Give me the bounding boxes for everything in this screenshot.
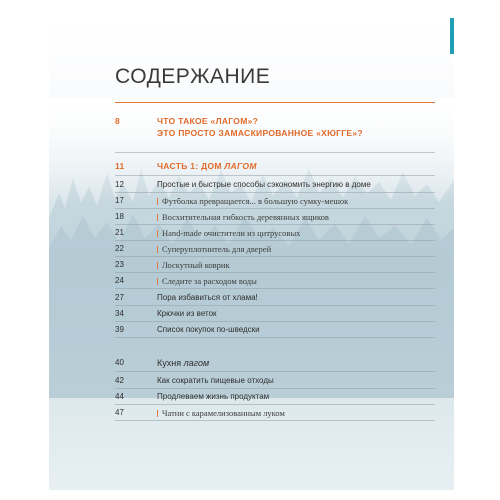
row-divider [115, 208, 435, 209]
toc-entry-title: Крючки из веток [157, 309, 217, 318]
toc-entry-title: Суперуплотнитель для дверей [162, 244, 272, 254]
bullet-mark [157, 410, 158, 417]
bullet-mark [157, 278, 158, 285]
toc-page-number: 42 [115, 376, 124, 385]
row-divider [115, 388, 435, 389]
toc-entry-title: Как сократить пищевые отходы [157, 376, 274, 385]
row-divider [115, 240, 435, 241]
row-divider [115, 288, 435, 289]
toc-page-number: 39 [115, 325, 124, 334]
toc-kitchen[interactable] [115, 358, 435, 372]
toc-page-number: 34 [115, 309, 124, 318]
row-divider [115, 272, 435, 273]
row-divider [115, 337, 435, 338]
toc-part1-italic: ЛАГОМ [224, 161, 257, 171]
toc-entry-title: Продлеваем жизнь продуктам [157, 392, 270, 401]
title-rule [115, 102, 435, 103]
toc-page-number: 17 [115, 196, 124, 205]
toc-page-number: 47 [115, 408, 124, 417]
toc-entry-title: Список покупок по-шведски [157, 325, 260, 334]
section-divider [115, 152, 435, 153]
toc-part1-label [157, 161, 257, 171]
section-divider [115, 175, 435, 176]
toc-entry-title: Футболка превращается... в большую сумку-мешок [162, 196, 349, 206]
toc-page-number: 24 [115, 276, 124, 285]
row-divider [115, 371, 435, 372]
toc-entry-title: Лоскутный коврик [162, 260, 230, 270]
toc-intro-line2: ЭТО ПРОСТО ЗАМАСКИРОВАННОЕ «ХЮГГЕ»? [157, 128, 363, 138]
book-page [49, 18, 454, 490]
row-divider [115, 305, 435, 306]
row-divider [115, 256, 435, 257]
row-divider [115, 224, 435, 225]
toc-page-number: 12 [115, 180, 124, 189]
toc-page-number: 8 [115, 116, 121, 126]
toc-entry-title: Hand-made очистители из цитрусовых [162, 228, 301, 238]
toc-page-number: 18 [115, 212, 124, 221]
toc-entry-title: Пора избавиться от хлама! [157, 293, 258, 302]
row-divider [115, 192, 435, 193]
row-divider [115, 404, 435, 405]
bullet-mark [157, 214, 158, 221]
row-divider [115, 420, 435, 421]
toc-entry-title: Чатни с карамелизованным луком [162, 408, 285, 418]
page-title: СОДЕРЖАНИЕ [115, 65, 271, 88]
toc-page-number: 44 [115, 392, 124, 401]
toc-intro[interactable] [115, 116, 435, 138]
toc-kitchen-prefix: Кухня [157, 358, 184, 368]
toc-page-number: 23 [115, 260, 124, 269]
toc-page-number: 11 [115, 161, 125, 171]
bullet-mark [157, 246, 158, 253]
toc-page-number: 22 [115, 244, 124, 253]
toc-page-number: 40 [115, 358, 124, 367]
toc-part1-prefix: ЧАСТЬ 1: ДОМ [157, 161, 225, 171]
toc-kitchen-label [157, 358, 209, 368]
toc-intro-line1: ЧТО ТАКОЕ «ЛАГОМ»? [157, 116, 259, 126]
bullet-mark [157, 198, 158, 205]
accent-bar [450, 18, 454, 54]
toc-entry-title: Простые и быстрые способы сэкономить энергию в доме [157, 180, 371, 189]
toc-kitchen-italic: лагом [183, 358, 210, 368]
row-divider [115, 321, 435, 322]
toc-page-number: 27 [115, 293, 124, 302]
bullet-mark [157, 230, 158, 237]
toc-part1[interactable] [115, 161, 435, 175]
toc-entry-title: Следите за расходом воды [162, 276, 257, 286]
toc-entry-title: Восхитительная гибкость деревянных ящиков [162, 212, 329, 222]
bullet-mark [157, 262, 158, 269]
toc-page-number: 21 [115, 228, 124, 237]
